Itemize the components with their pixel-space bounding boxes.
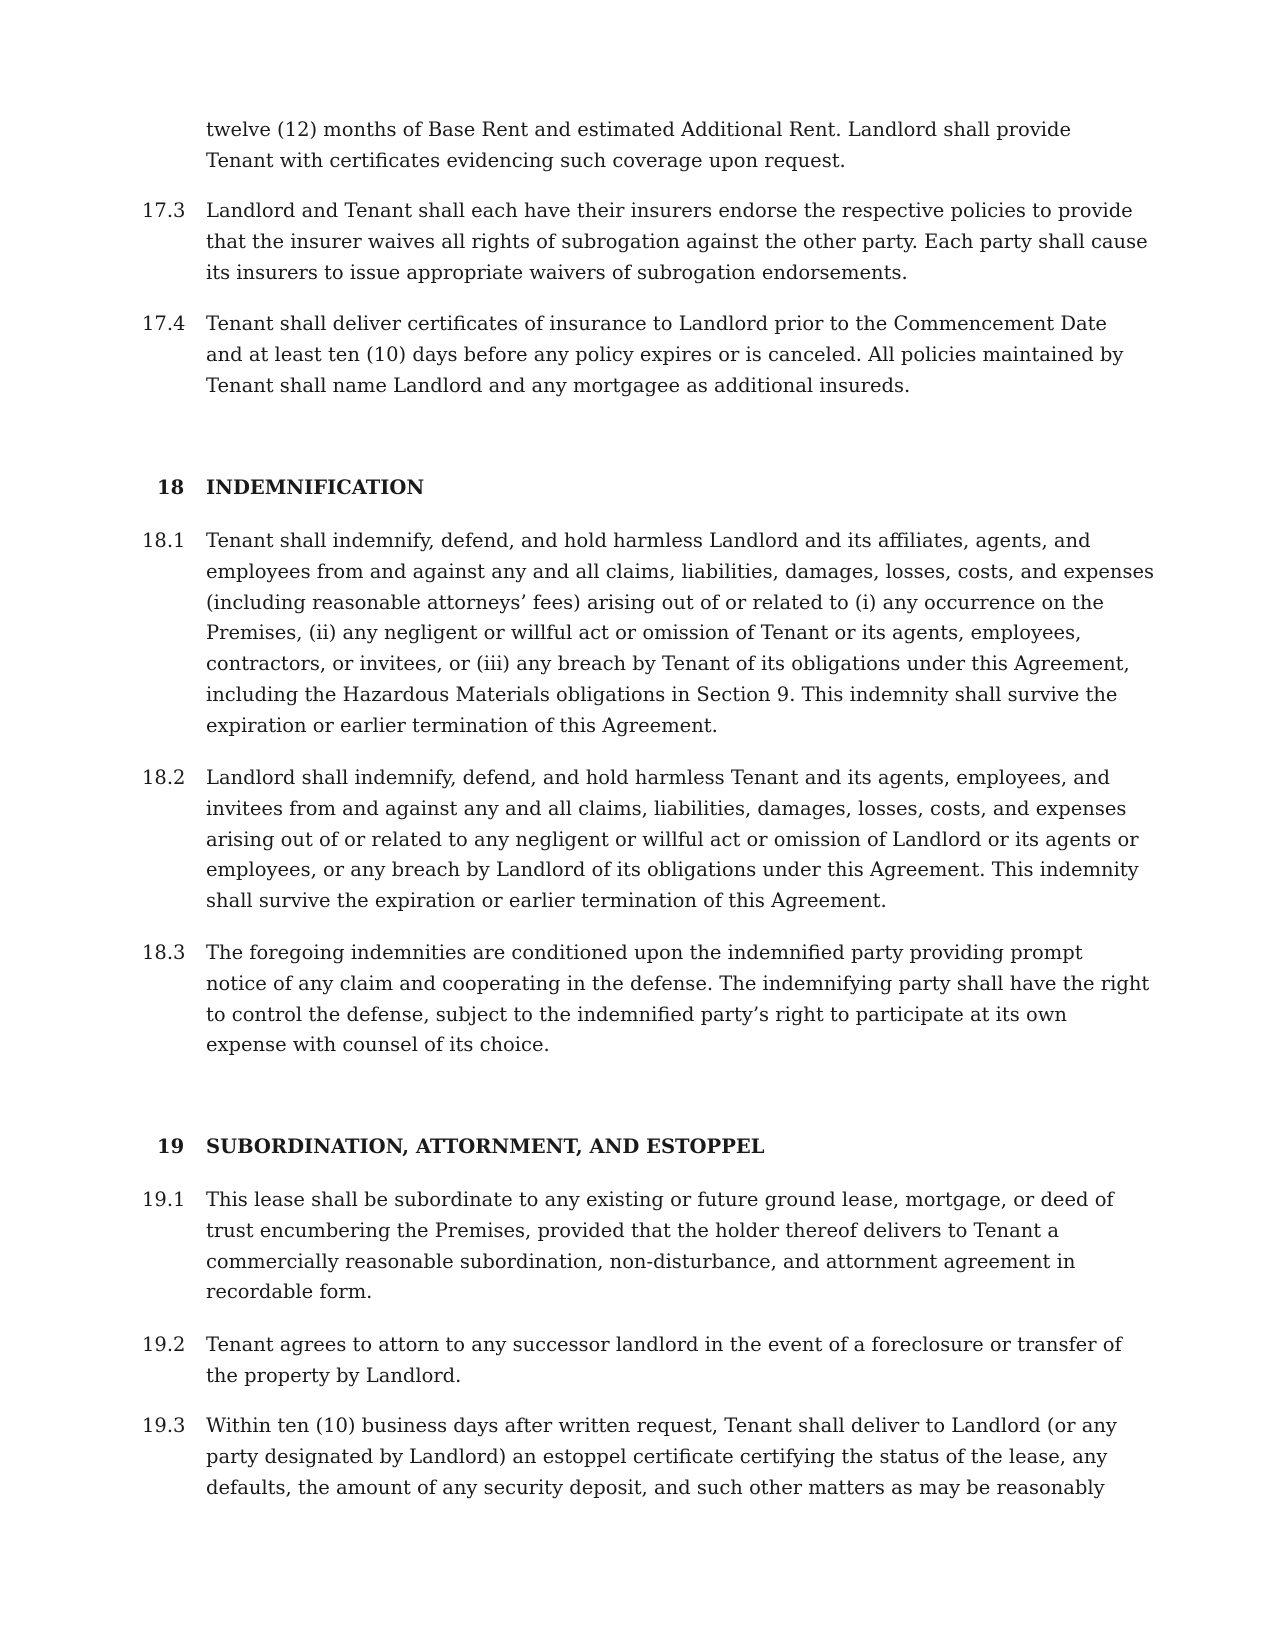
paragraph-number: 19.3 xyxy=(142,1414,186,1437)
section-title xyxy=(206,473,1136,504)
paragraph-number: 17.3 xyxy=(142,199,186,222)
paragraph-number: 18.3 xyxy=(142,941,186,964)
text-line: to control the defense, subject to the indemnified party’s right to participate at its own xyxy=(206,1002,1067,1026)
paragraph-number: 17.4 xyxy=(142,312,186,335)
text-line: expiration or earlier termination of this Agreement. xyxy=(206,713,718,737)
text-line: Tenant agrees to attorn to any successor landlord in the event of a foreclosure or transfer of xyxy=(206,1333,1122,1356)
paragraph-number: 19.1 xyxy=(142,1188,186,1211)
paragraph-text xyxy=(206,1330,1136,1392)
paragraph-text xyxy=(206,1411,1136,1503)
paragraph-number: 19.2 xyxy=(142,1333,186,1356)
text-line: arising out of or related to any negligent or willful act or omission of Landlord or its agents or xyxy=(206,827,1139,851)
text-line: Landlord shall indemnify, defend, and hold harmless Tenant and its agents, employees, and xyxy=(206,766,1110,789)
text-line: Premises, (ii) any negligent or willful act or omission of Tenant or its agents, employees, xyxy=(206,621,1082,645)
text-line: commercially reasonable subordination, non-disturbance, and attornment agreement in xyxy=(206,1249,1076,1273)
text-line: Tenant shall indemnify, defend, and hold harmless Landlord and its affiliates, agents, and xyxy=(206,529,1091,552)
text-line: The foregoing indemnities are conditioned upon the indemnified party providing prompt xyxy=(206,941,1083,964)
text-line: shall survive the expiration or earlier termination of this Agreement. xyxy=(206,889,887,913)
paragraph-text xyxy=(206,309,1136,401)
paragraph-text xyxy=(206,1185,1136,1308)
text-line: Tenant shall deliver certificates of insurance to Landlord prior to the Commencement Date xyxy=(206,312,1107,335)
paragraph-number: 18.2 xyxy=(142,766,186,789)
text-line: (including reasonable attorneys’ fees) arising out of or related to (i) any occurrence on the xyxy=(206,590,1104,614)
paragraph-text xyxy=(206,938,1150,1061)
text-line: its insurers to issue appropriate waivers of subrogation endorsements. xyxy=(206,260,908,284)
text-line: trust encumbering the Premises, provided that the holder thereof delivers to Tenant a xyxy=(206,1218,1059,1242)
heading-text: SUBORDINATION, ATTORNMENT, AND ESTOPPEL xyxy=(206,1135,765,1158)
text-line: party designated by Landlord) an estoppel certificate certifying the status of the lease, any xyxy=(206,1444,1108,1468)
text-line: Tenant shall name Landlord and any mortgagee as additional insureds. xyxy=(206,373,911,397)
text-line: the property by Landlord. xyxy=(206,1363,462,1387)
text-line: defaults, the amount of any security deposit, and such other matters as may be reasonably xyxy=(206,1475,1105,1499)
text-line: recordable form. xyxy=(206,1280,373,1304)
text-line: Tenant with certificates evidencing such coverage upon request. xyxy=(206,148,846,172)
text-line: employees, or any breach by Landlord of its obligations under this Agreement. This indemnity xyxy=(206,858,1139,882)
text-line: This lease shall be subordinate to any existing or future ground lease, mortgage, or deed of xyxy=(206,1188,1114,1211)
text-line: contractors, or invitees, or (iii) any breach by Tenant of its obligations under this Agreement, xyxy=(206,652,1130,676)
paragraph-text xyxy=(206,196,1148,288)
text-line: invitees from and against any and all claims, liabilities, damages, losses, costs, and expenses xyxy=(206,796,1127,820)
text-line: twelve (12) months of Base Rent and estimated Additional Rent. Landlord shall provide xyxy=(206,118,1072,141)
text-line: Landlord and Tenant shall each have their insurers endorse the respective policies to provide xyxy=(206,199,1133,222)
paragraph-text xyxy=(206,526,1155,742)
text-line: employees from and against any and all claims, liabilities, damages, losses, costs, and expenses xyxy=(206,559,1155,583)
section-number: 18 xyxy=(157,476,185,499)
section-title xyxy=(206,1132,1136,1163)
paragraph-text xyxy=(206,763,1139,917)
text-line: expense with counsel of its choice. xyxy=(206,1033,550,1057)
section-number: 19 xyxy=(157,1135,185,1158)
text-line: and at least ten (10) days before any policy expires or is canceled. All policies maintained by xyxy=(206,342,1124,366)
text-line: Within ten (10) business days after written request, Tenant shall deliver to Landlord (or any xyxy=(206,1414,1117,1437)
text-line: including the Hazardous Materials obligations in Section 9. This indemnity shall survive the xyxy=(206,682,1118,706)
paragraph-text xyxy=(206,115,1136,177)
heading-text: INDEMNIFICATION xyxy=(206,476,425,499)
paragraph-number: 18.1 xyxy=(142,529,186,552)
text-line: that the insurer waives all rights of subrogation against the other party. Each party shall cause xyxy=(206,229,1148,253)
text-line: notice of any claim and cooperating in the defense. The indemnifying party shall have the right xyxy=(206,971,1150,995)
